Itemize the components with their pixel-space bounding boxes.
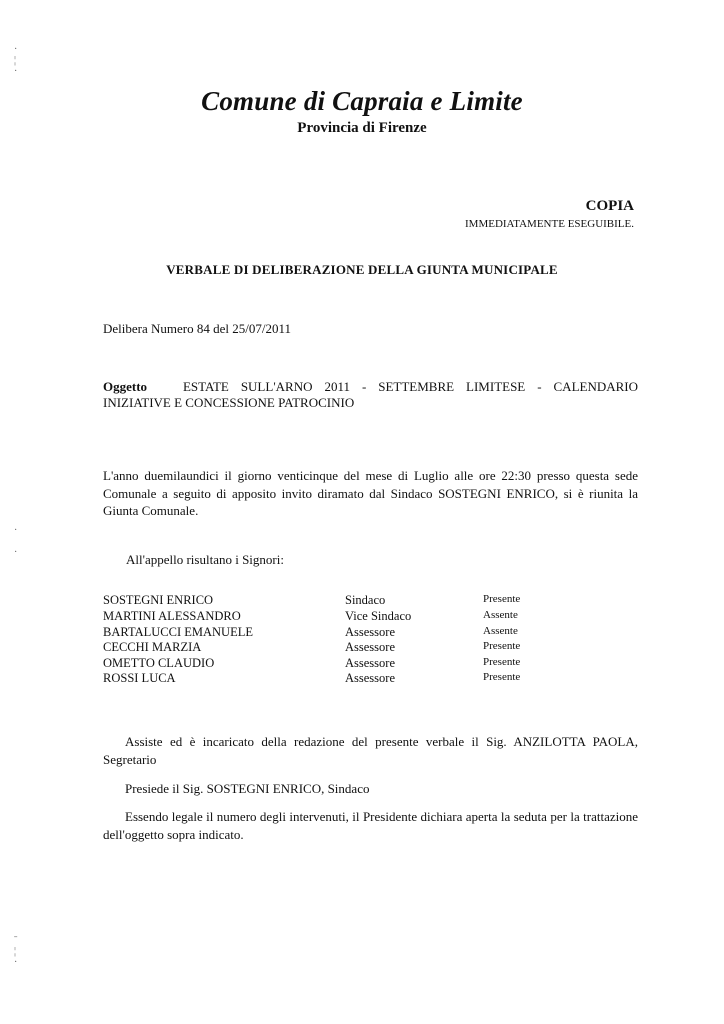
- member-role: Assessore: [345, 656, 395, 670]
- essendo-paragraph: Essendo legale il numero degli intervenuti, il Presidente dichiara aperta la seduta per la trattazione dell'oggetto sopra indicato.: [103, 809, 638, 842]
- presiede-line: Presiede il Sig. SOSTEGNI ENRICO, Sindaco: [125, 781, 370, 796]
- member-role: Vice Sindaco: [345, 609, 412, 623]
- member-role: Assessore: [345, 625, 395, 639]
- member-name: OMETTO CLAUDIO: [103, 656, 215, 670]
- delibera-number-line: Delibera Numero 84 del 25/07/2011: [103, 321, 291, 336]
- member-name: MARTINI ALESSANDRO: [103, 609, 241, 623]
- member-presence: Presente: [483, 671, 521, 683]
- member-row: [103, 609, 623, 625]
- member-name: SOSTEGNI ENRICO: [103, 593, 214, 607]
- member-role: Sindaco: [345, 593, 386, 607]
- member-row: [103, 593, 623, 609]
- member-role: Assessore: [345, 640, 395, 654]
- intro-paragraph: L'anno duemilaundici il giorno venticinque del mese di Luglio alle ore 22:30 presso questa sede Comunale a seguito di apposito invito diramato dal Sindaco SOSTEGNI ENRICO, si è riunita la Giunta Comunale.: [103, 468, 638, 518]
- assiste-paragraph: Assiste ed è incaricato della redazione del presente verbale il Sig. ANZILOTTA PAOLA, Segretario: [103, 734, 638, 767]
- member-presence: Presente: [483, 656, 521, 668]
- oggetto-line-2: INIZIATIVE E CONCESSIONE PATROCINIO: [103, 395, 355, 410]
- member-presence: Presente: [483, 593, 521, 605]
- member-row: [103, 656, 623, 672]
- immediate-executable-label: IMMEDIATAMENTE ESEGUIBILE.: [465, 218, 634, 230]
- copy-label: COPIA: [585, 198, 634, 214]
- member-row: [103, 625, 623, 641]
- member-presence: Presente: [483, 640, 521, 652]
- member-name: ROSSI LUCA: [103, 671, 176, 685]
- appello-line: All'appello risultano i Signori:: [126, 552, 284, 567]
- member-role: Assessore: [345, 671, 395, 685]
- member-name: CECCHI MARZIA: [103, 640, 202, 654]
- document-heading: VERBALE DI DELIBERAZIONE DELLA GIUNTA MUNICIPALE: [166, 262, 558, 277]
- member-row: [103, 640, 623, 656]
- oggetto-line-1: [103, 378, 638, 395]
- margin-scan-mark: · ·: [14, 525, 18, 558]
- member-name: BARTALUCCI EMANUELE: [103, 625, 253, 639]
- margin-scan-mark: ˉ ¦ ·: [14, 935, 18, 968]
- municipality-title: Comune di Capraia e Limite: [201, 86, 523, 116]
- member-row: [103, 671, 623, 687]
- margin-scan-mark: · ¦ ·: [14, 44, 18, 77]
- member-presence: Assente: [483, 625, 518, 637]
- oggetto-label: Oggetto: [103, 379, 148, 394]
- province-subtitle: Provincia di Firenze: [297, 120, 427, 136]
- member-presence: Assente: [483, 609, 518, 621]
- oggetto-text-1: ESTATE SULL'ARNO 2011 - SETTEMBRE LIMITESE - CALENDARIO: [182, 379, 639, 394]
